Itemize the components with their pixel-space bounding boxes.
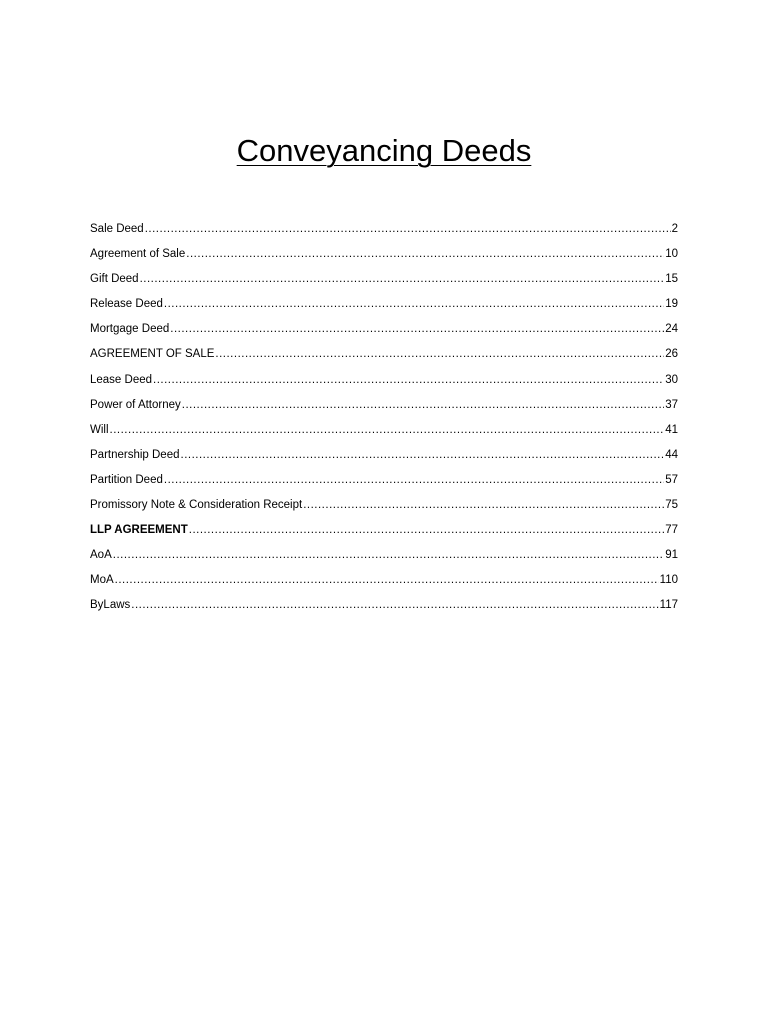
toc-entry-bylaws[interactable] bbox=[90, 595, 678, 620]
toc-leader-dots bbox=[153, 370, 664, 390]
toc-entry-page: 26 bbox=[665, 348, 678, 361]
toc-entry-page: 110 bbox=[659, 574, 678, 587]
toc-entry-label: AGREEMENT OF SALE bbox=[90, 348, 215, 361]
toc-leader-dots bbox=[182, 395, 664, 415]
toc-entry-moa[interactable] bbox=[90, 570, 678, 595]
toc-entry-mortgage-deed[interactable] bbox=[90, 319, 678, 344]
toc-leader-dots bbox=[140, 269, 665, 289]
toc-entry-page: 117 bbox=[659, 599, 678, 612]
toc-leader-dots bbox=[110, 420, 665, 440]
document-title-text: Conveyancing Deeds bbox=[236, 133, 532, 168]
toc-leader-dots bbox=[186, 244, 664, 264]
toc-entry-label: Mortgage Deed bbox=[90, 323, 170, 336]
toc-entry-label: Gift Deed bbox=[90, 273, 139, 286]
toc-leader-dots bbox=[215, 344, 664, 364]
toc-entry-partnership-deed[interactable] bbox=[90, 445, 678, 470]
toc-entry-page: 77 bbox=[665, 524, 678, 537]
toc-leader-dots bbox=[303, 495, 664, 515]
toc-entry-label: ByLaws bbox=[90, 599, 131, 612]
toc-entry-page: 19 bbox=[665, 298, 678, 311]
table-of-contents bbox=[90, 219, 678, 621]
toc-entry-sale-deed[interactable] bbox=[90, 219, 678, 244]
toc-entry-partition-deed[interactable] bbox=[90, 470, 678, 495]
document-title bbox=[0, 131, 768, 171]
toc-entry-label: Promissory Note & Consideration Receipt bbox=[90, 499, 303, 512]
toc-entry-gift-deed[interactable] bbox=[90, 269, 678, 294]
toc-leader-dots bbox=[170, 319, 664, 339]
toc-entry-label: Power of Attorney bbox=[90, 398, 181, 411]
toc-entry-page: 2 bbox=[671, 223, 678, 235]
toc-entry-page: 30 bbox=[665, 373, 678, 386]
toc-entry-label: Sale Deed bbox=[90, 223, 144, 235]
toc-entry-label: Partnership Deed bbox=[90, 448, 180, 461]
toc-entry-label: LLP AGREEMENT bbox=[90, 524, 188, 537]
toc-entry-lease-deed[interactable] bbox=[90, 370, 678, 395]
toc-entry-page: 91 bbox=[665, 549, 678, 562]
toc-entry-page: 15 bbox=[665, 273, 678, 286]
toc-entry-release-deed[interactable] bbox=[90, 294, 678, 319]
toc-entry-page: 10 bbox=[665, 248, 678, 261]
toc-leader-dots bbox=[113, 545, 664, 565]
toc-entry-agreement-of-sale-caps[interactable] bbox=[90, 344, 678, 369]
toc-entry-label: Will bbox=[90, 423, 109, 436]
toc-entry-page: 75 bbox=[665, 499, 678, 512]
toc-entry-label: AoA bbox=[90, 549, 112, 562]
toc-entry-llp-agreement[interactable] bbox=[90, 520, 678, 545]
toc-entry-page: 37 bbox=[665, 398, 678, 411]
toc-entry-agreement-of-sale[interactable] bbox=[90, 244, 678, 269]
toc-entry-power-of-attorney[interactable] bbox=[90, 395, 678, 420]
toc-entry-label: Lease Deed bbox=[90, 373, 153, 386]
toc-entry-will[interactable] bbox=[90, 420, 678, 445]
toc-leader-dots bbox=[145, 219, 671, 239]
toc-entry-page: 24 bbox=[665, 323, 678, 336]
toc-entry-label: MoA bbox=[90, 574, 114, 587]
toc-leader-dots bbox=[131, 595, 658, 615]
toc-entry-label: Release Deed bbox=[90, 298, 163, 311]
toc-leader-dots bbox=[164, 470, 664, 490]
toc-entry-label: Agreement of Sale bbox=[90, 248, 186, 261]
toc-entry-page: 44 bbox=[665, 448, 678, 461]
toc-leader-dots bbox=[181, 445, 665, 465]
toc-entry-promissory-note[interactable] bbox=[90, 495, 678, 520]
toc-entry-aoa[interactable] bbox=[90, 545, 678, 570]
toc-leader-dots bbox=[189, 520, 664, 540]
toc-entry-page: 57 bbox=[665, 473, 678, 486]
toc-leader-dots bbox=[115, 570, 659, 590]
toc-entry-page: 41 bbox=[665, 423, 678, 436]
toc-entry-label: Partition Deed bbox=[90, 473, 163, 486]
toc-leader-dots bbox=[164, 294, 664, 314]
